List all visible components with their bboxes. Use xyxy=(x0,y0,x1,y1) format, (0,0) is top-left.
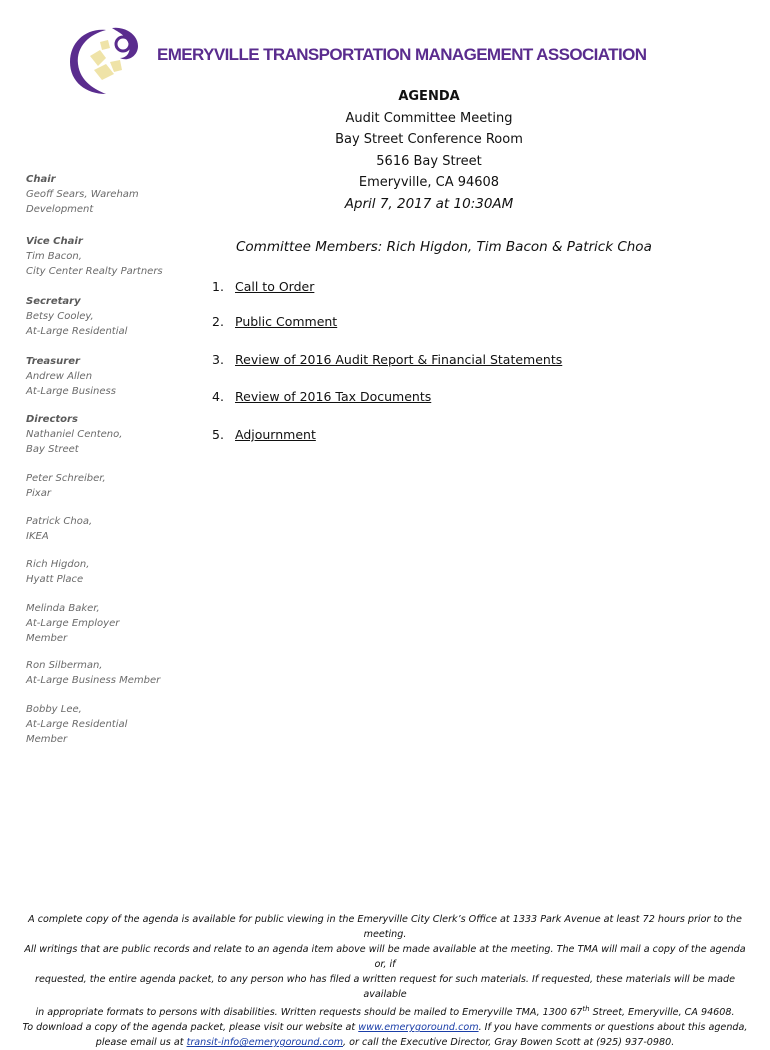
agenda-item-label: Review of 2016 Audit Report & Financial Statements xyxy=(235,352,563,367)
sidebar-line: Hyatt Place xyxy=(26,574,84,585)
sidebar-role: Vice Chair xyxy=(26,236,83,247)
sidebar-director xyxy=(26,601,206,646)
sidebar-secretary xyxy=(26,294,206,339)
sidebar-director xyxy=(26,514,206,544)
sidebar-line: City Center Realty Partners xyxy=(26,266,163,277)
agenda-item-label: Public Comment xyxy=(235,314,338,329)
sidebar-line: At-Large Residential xyxy=(26,326,128,337)
footer-text: in appropriate formats to persons with disabilities. Written requests should be mailed to Emeryville TMA, 1300 67 xyxy=(35,1007,583,1019)
sidebar-vice-chair xyxy=(26,234,206,279)
sidebar-line: At-Large Business Member xyxy=(26,675,161,686)
sidebar-line: At-Large Residential xyxy=(26,719,128,730)
footer-line xyxy=(20,1020,750,1035)
sidebar-director xyxy=(26,471,206,501)
sidebar-line: Pixar xyxy=(26,488,51,499)
agenda-item xyxy=(212,279,732,294)
meeting-name: Audit Committee Meeting xyxy=(345,110,513,126)
agenda-item xyxy=(212,389,732,404)
tma-swirl-logo-icon xyxy=(66,24,142,98)
sidebar-treasurer xyxy=(26,354,206,399)
agenda-item-number: 1. xyxy=(212,279,224,294)
sidebar-line: Nathaniel Centeno, xyxy=(26,429,123,440)
agenda-item-number: 3. xyxy=(212,352,224,367)
sidebar-line: Patrick Choa, xyxy=(26,516,93,527)
email-link[interactable]: transit-info@emerygoround.com xyxy=(186,1037,344,1049)
sidebar-role: Directors xyxy=(26,414,78,425)
meeting-room: Bay Street Conference Room xyxy=(335,132,523,148)
footer-notice xyxy=(20,912,750,1050)
sidebar-line: Development xyxy=(26,204,94,215)
meeting-city: Emeryville, CA 94608 xyxy=(358,175,500,191)
footer-text: To download a copy of the agenda packet, please visit our website at xyxy=(22,1022,359,1034)
sidebar-line: Member xyxy=(26,633,68,644)
sidebar-line: Peter Schreiber, xyxy=(26,473,106,484)
sidebar-line: IKEA xyxy=(26,531,49,542)
sidebar-chair xyxy=(26,172,206,217)
sidebar-line: At-Large Business xyxy=(26,386,116,397)
sidebar-line: Betsy Cooley, xyxy=(26,311,94,322)
footer-superscript: th xyxy=(582,1005,590,1013)
agenda-item-label: Call to Order xyxy=(235,279,315,294)
sidebar-director xyxy=(26,658,206,688)
organization-title: EMERYVILLE TRANSPORTATION MANAGEMENT ASSOCIATION xyxy=(157,45,647,64)
footer-text: please email us at xyxy=(95,1037,187,1049)
meeting-street: 5616 Bay Street xyxy=(376,153,482,169)
footer-text: . If you have comments or questions about this agenda, xyxy=(478,1022,748,1034)
sidebar-line: Rich Higdon, xyxy=(26,559,90,570)
website-link[interactable]: www.emerygoround.com xyxy=(358,1022,479,1034)
agenda-item-label: Review of 2016 Tax Documents xyxy=(235,389,432,404)
agenda-item xyxy=(212,352,732,367)
sidebar-line: Member xyxy=(26,734,68,745)
sidebar-role: Chair xyxy=(26,174,56,185)
committee-members: Committee Members: Rich Higdon, Tim Bacon & Patrick Choa xyxy=(236,239,652,255)
agenda-heading: AGENDA xyxy=(398,89,460,104)
agenda-item xyxy=(212,427,732,442)
meeting-date: April 7, 2017 at 10:30AM xyxy=(344,195,514,212)
sidebar-director xyxy=(26,557,206,587)
sidebar-line: Geoff Sears, Wareham xyxy=(26,189,139,200)
footer-line xyxy=(20,1002,750,1020)
sidebar-line: Bay Street xyxy=(26,444,79,455)
sidebar-line: Bobby Lee, xyxy=(26,704,82,715)
sidebar-line: At-Large Employer xyxy=(26,618,120,629)
agenda-item-number: 4. xyxy=(212,389,224,404)
footer-line: A complete copy of the agenda is available for public viewing in the Emeryville City Clerk’s Office at 1333 Park Avenue at least 72 hours prior to the meeting. xyxy=(28,914,742,940)
agenda-header xyxy=(300,86,558,216)
sidebar-line: Tim Bacon, xyxy=(26,251,82,262)
footer-line xyxy=(20,1035,750,1050)
agenda-item-label: Adjournment xyxy=(235,427,316,442)
agenda-item-number: 2. xyxy=(212,314,224,329)
sidebar-line: Ron Silberman, xyxy=(26,660,103,671)
sidebar-role: Treasurer xyxy=(26,356,80,367)
footer-text: , or call the Executive Director, Gray Bowen Scott at (925) 937-0980. xyxy=(343,1037,675,1049)
footer-line: All writings that are public records and relate to an agenda item above will be made available at the meeting. The TMA will mail a copy of the agenda or, if xyxy=(24,944,746,970)
sidebar-directors xyxy=(26,412,206,457)
sidebar-role: Secretary xyxy=(26,296,81,307)
footer-line: requested, the entire agenda packet, to any person who has filed a written request for such materials. If requested, these materials will be made available xyxy=(35,974,735,1000)
sidebar-director xyxy=(26,702,206,747)
sidebar-line: Melinda Baker, xyxy=(26,603,100,614)
footer-text: Street, Emeryville, CA 94608. xyxy=(589,1007,735,1019)
agenda-item-number: 5. xyxy=(212,427,224,442)
sidebar-line: Andrew Allen xyxy=(26,371,93,382)
agenda-item xyxy=(212,314,732,329)
